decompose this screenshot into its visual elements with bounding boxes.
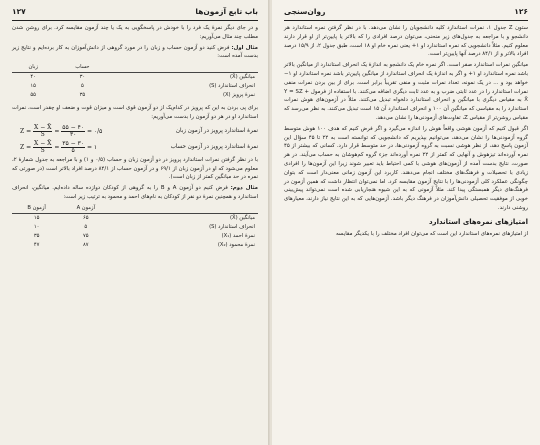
example-2 xyxy=(12,184,258,202)
table-header-row xyxy=(12,204,258,214)
right-page xyxy=(272,0,540,445)
left-page-header xyxy=(12,6,258,21)
right-page-number: ۱۲۶ xyxy=(514,7,528,16)
table-header-cell: آزمون B xyxy=(12,204,61,214)
table-cell: انحراف استاندارد (S) xyxy=(209,83,255,90)
paragraph-3: اگر قبول کنیم که آزمون هوشی واقعاً هوش را اندازه می‌گیرد و اگر فرض کنیم که هدف ۱۰۰ هوش متوسط گروه آزمودنی‌ها را نشان می‌دهد، می‌توانیم بپذیریم که دانشجویی که توانسته است به ۲۲ تا ۴۵ سؤال این آزمون پاسخ دهد، از نظر هوشی نسبت به گروه آزمودنی‌ها، در حد متوسط قرار دارد. کسانی که بیشتر از ۴۵ نمره آورده‌اند تیزهوش و آنهایی که کمتر از ۲۲ نمره آورده‌اند جزء گروه کم‌هوشان به حساب می‌آیند. در هر صورت، نتایج بدست آمده از آزمون‌های هوشی با کمی احتیاط باید تعبیر شوند زیرا این آزمون‌ها را افرادی زیادی با تحصیلات و فرهنگ‌های مختلف انجام می‌دهند. کاربرد این آزمون زمانی معنی‌دار است که بتوان چگونگی عملکرد کلی آزمودنی‌ها را با نتایج آزمون مقایسه کرد. اما نمی‌توان انتظار داشت که همین آزمون در فرهنگ‌های دیگر همبستگی پیدا کند. مثلاً آزمونی که به این شیوه هنجاریابی شده است نمی‌تواند پیش‌بینی خوبی از موفقیت تحصیلی دانش‌آموزان در فرهنگ دیگر باشد. آزمون‌هایی که به این نتایج نیاز دارند، معیارهای روشنی دارند. xyxy=(284,125,528,211)
formula-lhs: Z = xyxy=(20,144,32,152)
formula-language xyxy=(12,124,258,140)
formula-label: نمرهٔ استاندارد پرویز در آزمون حساب xyxy=(170,144,258,151)
z-score-formula xyxy=(20,141,97,154)
formula-numerator-values: ۵۵ − ۴۰ xyxy=(62,124,85,132)
formula-denominator: S xyxy=(40,147,45,155)
table-cell: ۵ xyxy=(84,223,88,230)
table-row xyxy=(12,213,258,223)
table-cell: ۳۰ xyxy=(79,74,86,81)
table-cell: انحراف استاندارد (S) xyxy=(209,223,255,230)
left-running-title: باب تابع آزمون‌ها xyxy=(195,7,258,16)
example-1 xyxy=(12,44,258,62)
right-page-header xyxy=(284,6,528,21)
table-cell: ۳۵ xyxy=(33,232,40,239)
left-page-number: ۱۲۷ xyxy=(12,7,26,16)
paragraph-4: از امتیازهای نمره‌های استاندارد این است که می‌توان افراد مختلف را با یکدیگر مقایسه xyxy=(336,230,528,237)
left-page-body xyxy=(12,24,258,439)
paragraph-3: با در نظر گرفتن نمرات استاندارد پرویز در دو آزمون زبان و حساب (۰/۵ و ۱) و با مراجعه به جدول شمارهٔ ۲، معلوم می‌شود که او در آزمون زبان از ۶۹/۱ و در آزمون حساب از ۸۴/۱ درصد افراد بالاتر است (در صورتی که نمره در حد میانگین کمتر از زبان است). xyxy=(12,156,258,181)
table-cell: ۵ xyxy=(80,83,84,90)
formula-fraction-values xyxy=(61,141,85,154)
formula-fraction xyxy=(33,141,52,154)
paragraph-2: برای پی بردن به این که پرویز در کدام‌یک از دو آزمون قوی است و میزان قوت و ضعف او چقدر است، نمرات استاندارد او در هر دو آزمون را بدست می‌آوریم: xyxy=(12,105,258,120)
example-2-title: مثال دوم: xyxy=(230,185,259,192)
table-row xyxy=(12,232,258,241)
table-header-cell xyxy=(110,63,258,73)
formula-denominator-values: ۵ xyxy=(71,147,75,155)
table-cell: ۸۷ xyxy=(83,241,89,248)
paragraph-2: میانگین نمرات استاندارد صفر است. اگر نمره خام یک دانشجو به اندازهٔ یک انحراف استاندارد از میانگین بالاتر باشد نمره استاندارد او ۱+ و اگر به اندازهٔ یک انحراف استاندارد از میانگین پایین‌تر باشد نمره استاندارد او ۱− خواهد بود و ... در یک نمونه، تعداد نمرات مثبت و منفی تقریباً برابر است. برای از بین بردن نمرات منفی نمرات استاندارد را در عدد ثابتی ضرب و به عدد ثابت دیگری اضافه می‌کنند. با استفاده از فرمول Y = SZ + X̄ به مقیاس دیگری با میانگین و انحراف استاندارد دلخواه تبدیل می‌کنند. مثلاً در آزمون‌های هوش نمرات استاندارد را به مقیاسی که میانگین آن ۱۰۰ و انحراف استاندارد آن ۱۵ است تبدیل می‌کنند. به نظر می‌رسد که مقیاس روشن‌تر از مقیاس Z، تفاوت‌های آزمودنی‌ها را نشان می‌دهد. xyxy=(284,62,528,121)
formula-result: = ۰/۵ xyxy=(86,128,103,136)
intro-paragraph: و در جای دیگر نمرهٔ یک فرد را با خودش در پاسخگویی به یک یا چند آزمون مقایسه کرد. برای روشن شدن مطلب چند مثال می‌آوریم: xyxy=(12,25,258,40)
table-cell: ۱۵ xyxy=(33,214,40,221)
example-1-title: مثال اول: xyxy=(231,44,258,51)
table-cell: نمرهٔ احمد (X₁) xyxy=(221,232,255,239)
table-cell: میانگین (X̄) xyxy=(229,214,255,221)
table-row xyxy=(12,82,258,91)
paragraph-1: ستون Z جدول ۱، نمرات استاندارد کلیه دانشجویان را نشان می‌دهد. با در نظر گرفتن نمره استاندارد هر دانشجو و با مراجعه به جدول‌های زیر منحنی، می‌توان درصد افرادی را که بالاتر یا پایین‌تر از او قرار دارند معلوم کنیم. مثلاً دانشجویی که نمره استاندارد او ۱+ یعنی نمره خام او ۱۸ است، طبق جدول ۲، از ۱۵/۹ درصد افراد بالاتر و از ۸۴/۱ درصد آنها پایین‌تر است. xyxy=(284,25,529,58)
table-cell: نمرهٔ پرویز (X) xyxy=(222,92,255,99)
table-cell: ۴۰ xyxy=(30,74,36,81)
section-heading: امتیازهای نمره‌های استاندارد xyxy=(428,217,528,226)
table-cell: ۷۵ xyxy=(83,232,89,239)
formula-numerator: X − X̄ xyxy=(34,140,52,148)
table-row xyxy=(12,73,258,83)
table-row xyxy=(12,223,258,232)
formula-lhs: Z = xyxy=(20,128,32,136)
table-header-cell: آزمون A xyxy=(61,204,110,214)
example-2-text: فرض کنیم دو آزمون A و B را به گروهی از کودکان دوازده ساله داده‌ایم. میانگین، انحراف استاندارد و همچنین نمرهٔ دو نفر از کودکان به نام‌های احمد و محمود به ترتیب زیر است: xyxy=(12,185,258,200)
formula-math xyxy=(12,140,258,156)
z-score-formula xyxy=(20,125,102,138)
table-cell: ۵۵ xyxy=(30,92,36,99)
formula-result: = ۱ xyxy=(86,144,98,152)
right-running-title: روان‌سنجی xyxy=(284,7,326,16)
scores-table-2 xyxy=(12,204,258,250)
formula-denominator: S xyxy=(40,131,45,139)
formula-fraction xyxy=(33,125,52,138)
table-header-cell: زبان xyxy=(12,63,54,73)
table-header-row xyxy=(12,63,258,73)
formula-equals: = xyxy=(54,144,60,152)
table-row xyxy=(12,241,258,250)
table-cell: ۱۵ xyxy=(30,83,36,90)
table-cell: ۳۵ xyxy=(79,92,86,99)
table-cell: نمرهٔ محمود (X₂) xyxy=(217,241,255,248)
formula-denominator-values: ۳۰ xyxy=(69,131,77,139)
formula-equals: = xyxy=(54,128,60,136)
formula-fraction-values xyxy=(61,125,85,138)
example-1-text: فرض کنید دو آزمون حساب و زبان را در مورد گروهی از دانش‌آموزان به کار برده‌ایم و نتایج زیر بدست آمده است: xyxy=(12,44,258,60)
table-cell: ۱۰ xyxy=(33,223,40,230)
table-header-cell: حساب xyxy=(54,63,110,73)
scores-table-1 xyxy=(12,63,258,100)
table-cell: ۶۵ xyxy=(83,214,89,221)
formula-label: نمرهٔ استاندارد پرویز در آزمون زبان xyxy=(175,128,258,135)
table-row xyxy=(12,91,258,100)
table-cell: میانگین (X̄) xyxy=(229,74,255,81)
formula-numerator: X − X̄ xyxy=(34,124,52,132)
formula-numerator-values: ۳۵ − ۳۰ xyxy=(62,140,85,148)
table-cell: ۴۷ xyxy=(33,241,40,248)
right-page-body xyxy=(284,24,528,439)
table-header-cell xyxy=(110,204,258,214)
